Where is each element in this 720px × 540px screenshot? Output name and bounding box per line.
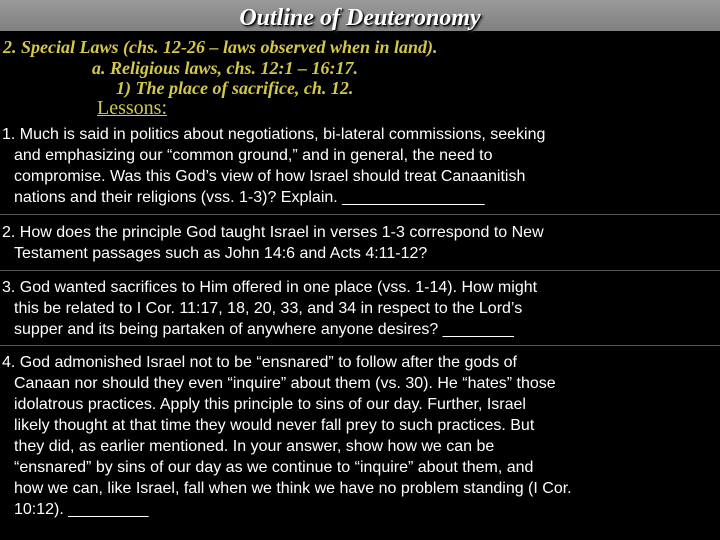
- question-line: how we can, like Israel, fall when we think we have no problem standing (I Cor.: [14, 480, 572, 497]
- question-2: [2, 222, 718, 264]
- question-line: and emphasizing our “common ground,” and in general, the need to: [14, 147, 493, 164]
- question-line: Canaan nor should they even “inquire” about them (vs. 30). He “hates” those: [14, 375, 556, 392]
- question-line: compromise. Was this God’s view of how Israel should treat Canaanitish: [14, 168, 526, 185]
- outline-level-2: a. Religious laws, chs. 12:1 – 16:17.: [92, 58, 359, 78]
- question-line: 4. God admonished Israel not to be “ensnared” to follow after the gods of: [2, 354, 517, 371]
- question-line: nations and their religions (vss. 1-3)? Explain. ________________: [14, 189, 485, 206]
- slide-title: Outline of Deuteronomy: [239, 5, 481, 31]
- question-line: 10:12). _________: [14, 501, 149, 518]
- question-line: 2. How does the principle God taught Israel in verses 1-3 correspond to New: [2, 224, 544, 241]
- question-line: Testament passages such as John 14:6 and Acts 4:11-12?: [14, 245, 428, 262]
- outline-level-1: 2. Special Laws (chs. 12-26 – laws observed when in land).: [3, 37, 438, 57]
- lessons-heading: Lessons:: [97, 97, 167, 119]
- question-1: [2, 124, 718, 208]
- question-line: this be related to I Cor. 11:17, 18, 20, 33, and 34 in respect to the Lord’s: [14, 300, 523, 317]
- question-line: they did, as earlier mentioned. In your answer, show how we can be: [14, 438, 495, 455]
- question-line: supper and its being partaken of anywhere anyone desires? ________: [14, 321, 514, 338]
- question-line: 3. God wanted sacrifices to Him offered in one place (vss. 1-14). How might: [2, 279, 538, 296]
- question-line: 1. Much is said in politics about negotiations, bi-lateral commissions, seeking: [2, 126, 546, 143]
- question-3: [2, 277, 718, 340]
- divider: [0, 345, 720, 346]
- question-line: idolatrous practices. Apply this principle to sins of our day. Further, Israel: [14, 396, 526, 413]
- divider: [0, 214, 720, 215]
- outline-level-3: 1) The place of sacrifice, ch. 12.: [116, 78, 354, 98]
- divider: [0, 270, 720, 271]
- question-4: [2, 352, 718, 520]
- question-line: “ensnared” by sins of our day as we continue to “inquire” about them, and: [14, 459, 534, 476]
- question-line: likely thought at that time they would never fall prey to such practices. But: [14, 417, 535, 434]
